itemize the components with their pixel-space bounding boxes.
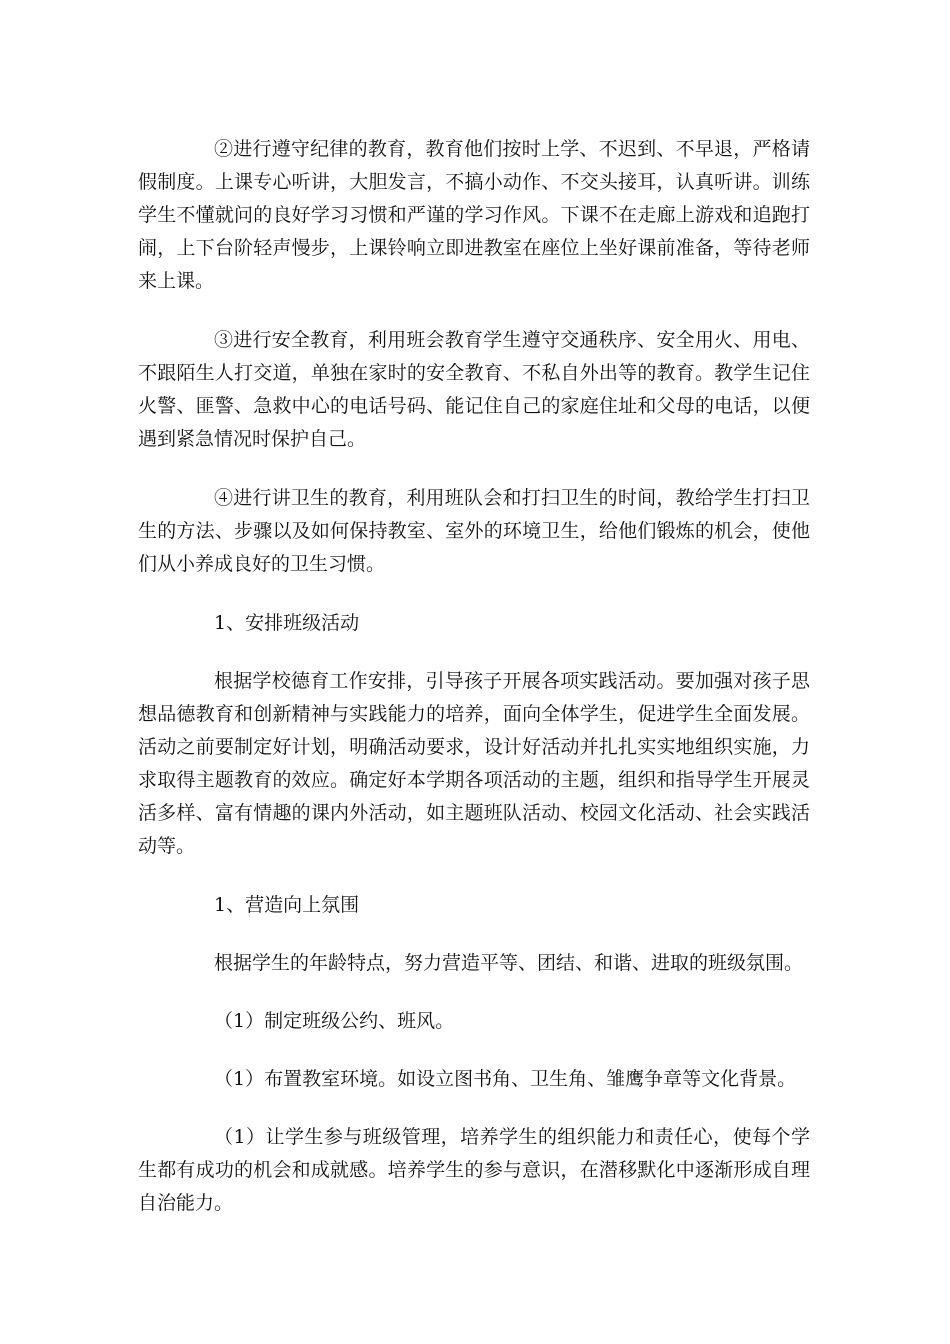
paragraph-class-activities: 根据学校德育工作安排，引导孩子开展各项实践活动。要加强对孩子思想品德教育和创新精神与实践能力的培养，面向全体学生，促进学生全面发展。活动之前要制定好计划，明确活动要求，设计好活动并扎扎实实地组织实施，力求取得主题教育的效应。确定好本学期各项活动的主题，组织和指导学生开展灵活多样、富有情趣的课内外活动，如主题班队活动、校园文化活动、社会实践活动等。 (138, 670, 810, 857)
list-item-class-convention: （1）制定班级公约、班风。 (214, 1010, 455, 1032)
list-item-class-management: （1）让学生参与班级管理，培养学生的组织能力和责任心，使每个学生都有成功的机会和成就感。培养学生的参与意识，在潜移默化中逐渐形成自理自治能力。 (138, 1126, 810, 1214)
paragraph-atmosphere: 根据学生的年龄特点，努力营造平等、团结、和谐、进取的班级氛围。 (214, 952, 804, 974)
paragraph-discipline-education: ②进行遵守纪律的教育，教育他们按时上学、不迟到、不早退，严格请假制度。上课专心听讲，大胆发言，不搞小动作、不交头接耳，认真听讲。训练学生不懂就问的良好学习习惯和严谨的学习作风。下课不在走廊上游戏和追跑打闹，上下台阶轻声慢步，上课铃响立即进教室在座位上坐好课前准备，等待老师来上课。 (138, 138, 810, 292)
heading-class-activities: 1、安排班级活动 (214, 612, 360, 634)
paragraph-hygiene-education: ④进行讲卫生的教育，利用班队会和打扫卫生的时间，教给学生打扫卫生的方法、步骤以及如何保持教室、室外的环境卫生，给他们锻炼的机会，使他们从小养成良好的卫生习惯。 (138, 487, 810, 575)
heading-atmosphere: 1、营造向上氛围 (214, 894, 360, 916)
paragraph-safety-education: ③进行安全教育，利用班会教育学生遵守交通秩序、安全用火、用电、不跟陌生人打交道，单独在家时的安全教育、不私自外出等的教育。教学生记住火警、匪警、急救中心的电话号码、能记住自己的家庭住址和父母的电话，以便遇到紧急情况时保护自己。 (138, 329, 810, 450)
list-item-classroom-environment: （1）布置教室环境。如设立图书角、卫生角、雏鹰争章等文化背景。 (214, 1068, 797, 1090)
document-body (138, 133, 810, 1246)
